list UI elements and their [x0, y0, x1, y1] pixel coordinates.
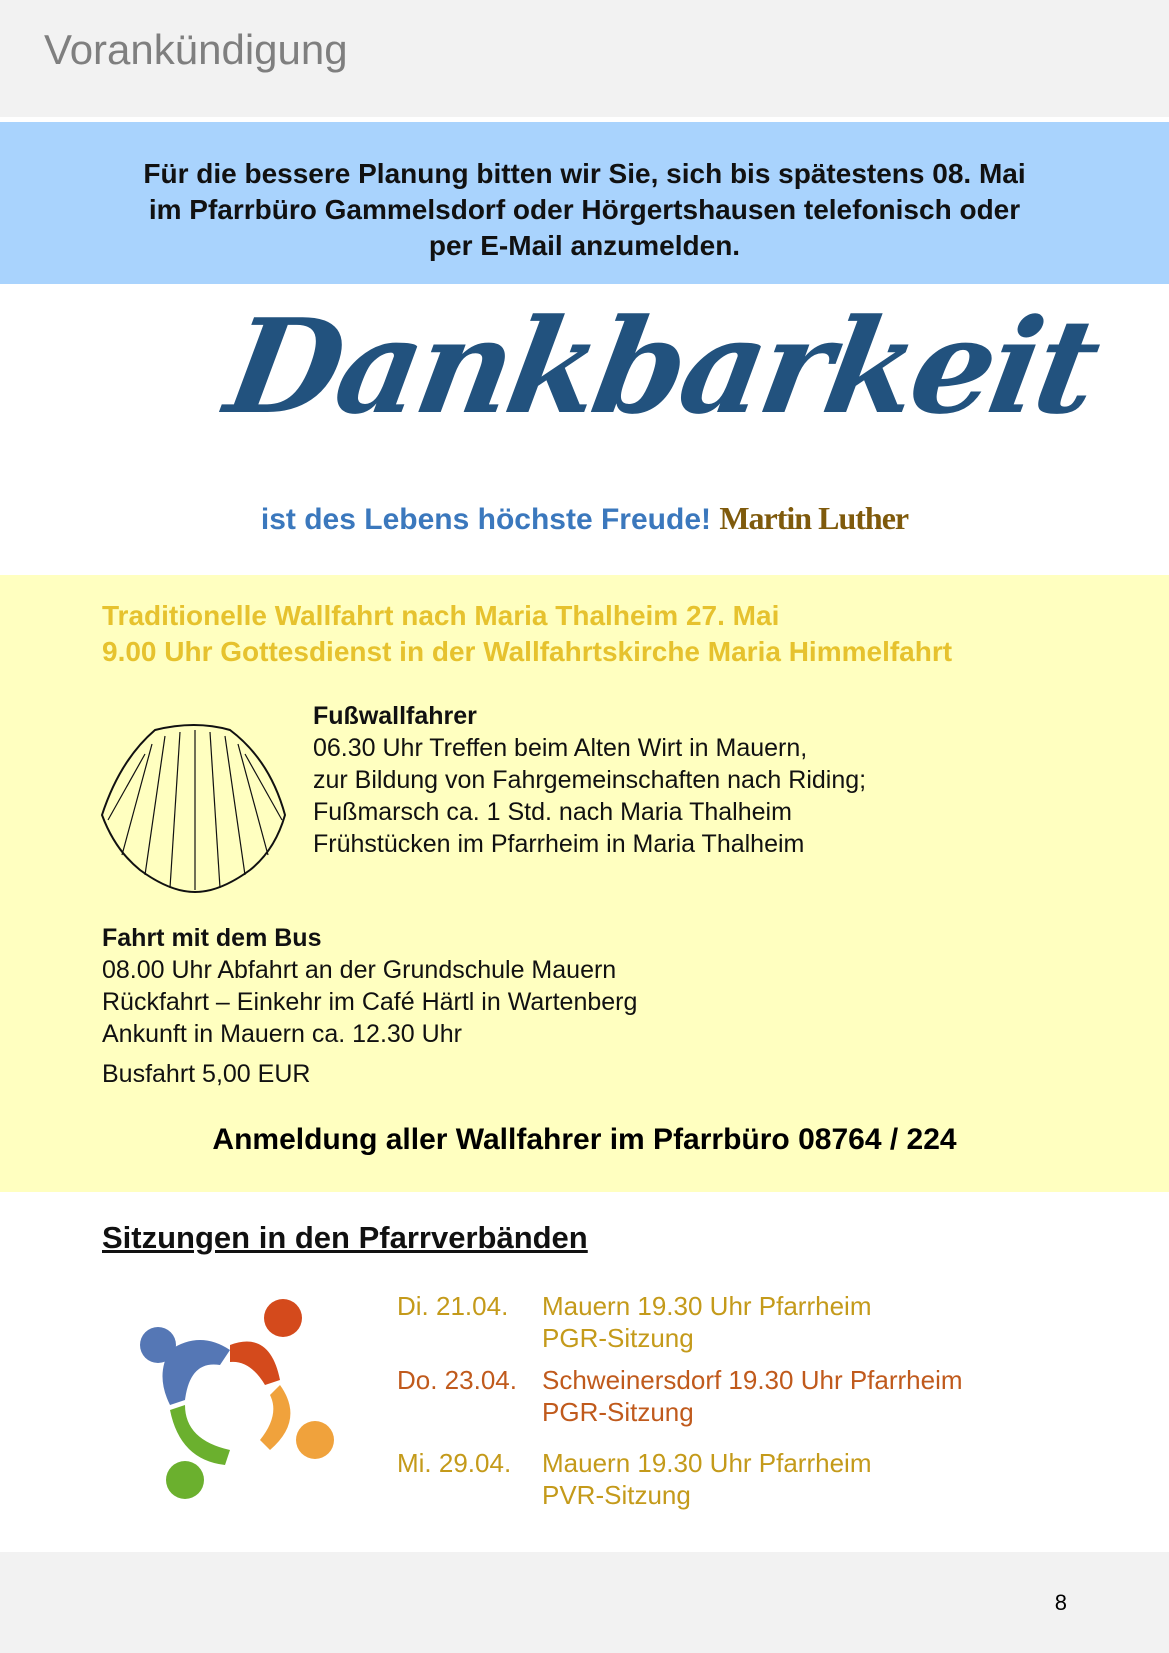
pilgrimage-title: Traditionelle Wallfahrt nach Maria Thalheim 27. Mai: [102, 600, 780, 631]
bus-price: Busfahrt 5,00 EUR: [102, 1060, 311, 1088]
meeting-place: Mauern 19.30 Uhr Pfarrheim: [542, 1448, 872, 1478]
quote: [0, 500, 1169, 537]
meeting-date: Di. 21.04.: [397, 1291, 509, 1321]
meeting-date: Mi. 29.04.: [397, 1448, 512, 1478]
meeting-type: PVR-Sitzung: [542, 1480, 691, 1510]
community-people-icon: [130, 1290, 345, 1505]
text-line: zur Bildung von Fahrgemeinschaften nach Riding;: [313, 766, 867, 794]
notice-line: per E-Mail anzumelden.: [428, 230, 741, 261]
meeting-place: Schweinersdorf 19.30 Uhr Pfarrheim: [542, 1365, 963, 1395]
page-footer: [0, 1552, 1169, 1653]
quote-text: ist des Lebens höchste Freude!: [260, 503, 711, 536]
registration-phone: Anmeldung aller Wallfahrer im Pfarrbüro 08764 / 224: [212, 1123, 957, 1156]
notice-line: im Pfarrbüro Gammelsdorf oder Hörgertshausen telefonisch oder: [148, 194, 1021, 225]
registration-notice: [0, 122, 1169, 284]
meeting-date: Do. 23.04.: [397, 1365, 517, 1395]
meeting-item: [397, 1364, 963, 1428]
bus-trip: [102, 922, 637, 1090]
notice-line: Für die bessere Planung bitten wir Sie, sich bis spätestens 08. Mai: [143, 158, 1026, 189]
text-line: Rückfahrt – Einkehr im Café Härtl in Wartenberg: [102, 988, 638, 1016]
meetings-title: Sitzungen in den Pfarrverbänden: [102, 1220, 588, 1255]
meeting-type: PGR-Sitzung: [542, 1323, 694, 1353]
meeting-item: [397, 1447, 871, 1511]
page-number: 8: [1054, 1590, 1067, 1615]
dankbarkeit-lettering: Dankbarkeit: [216, 290, 1107, 443]
text-line: Fußmarsch ca. 1 Std. nach Maria Thalheim: [313, 798, 792, 826]
page-header: [0, 0, 1169, 117]
page-title: Vorankündigung: [44, 26, 348, 73]
bus-heading: Fahrt mit dem Bus: [102, 924, 322, 952]
text-line: 06.30 Uhr Treffen beim Alten Wirt in Mauern,: [313, 734, 808, 762]
foot-pilgrims: [313, 700, 866, 860]
pilgrimage-section: [0, 575, 1169, 1192]
meeting-place: Mauern 19.30 Uhr Pfarrheim: [542, 1291, 872, 1321]
text-line: Frühstücken im Pfarrheim in Maria Thalheim: [313, 830, 805, 858]
meeting-type: PGR-Sitzung: [542, 1397, 694, 1427]
scallop-shell-icon: [100, 720, 290, 895]
meeting-item: [397, 1290, 871, 1354]
text-line: 08.00 Uhr Abfahrt an der Grundschule Mauern: [102, 956, 617, 984]
foot-heading: Fußwallfahrer: [313, 702, 477, 730]
pilgrimage-subtitle: 9.00 Uhr Gottesdienst in der Wallfahrtskirche Maria Himmelfahrt: [102, 636, 953, 667]
text-line: Ankunft in Mauern ca. 12.30 Uhr: [102, 1020, 462, 1048]
quote-author: Martin Luther: [719, 500, 909, 536]
